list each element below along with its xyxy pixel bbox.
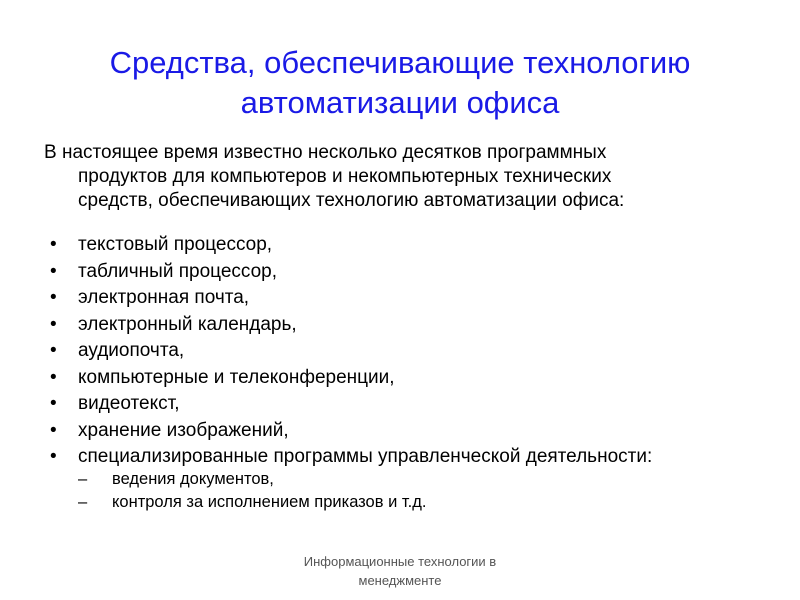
list-item bbox=[44, 391, 784, 418]
dash-icon: – bbox=[78, 493, 88, 511]
list-item-text: специализированные программы управленческой деятельности: bbox=[78, 446, 653, 467]
sub-bullet-list bbox=[78, 468, 426, 514]
slide-title-line-2: автоматизации офиса bbox=[240, 84, 560, 120]
list-item bbox=[44, 338, 784, 365]
list-item bbox=[44, 365, 784, 392]
bullet-icon: • bbox=[50, 313, 57, 335]
footer-line-2: менеджменте bbox=[358, 573, 442, 588]
bullet-icon: • bbox=[50, 419, 57, 441]
list-item-text: электронная почта, bbox=[78, 287, 250, 308]
list-item bbox=[44, 312, 784, 339]
sub-list-item bbox=[78, 468, 426, 491]
list-item bbox=[44, 418, 784, 445]
list-item-text: текстовый процессор, bbox=[78, 234, 273, 255]
list-item-text: компьютерные и телеконференции, bbox=[78, 366, 395, 388]
bullet-icon: • bbox=[50, 366, 57, 388]
list-item-text: видеотекст, bbox=[78, 393, 180, 414]
slide-title bbox=[40, 43, 760, 123]
dash-icon: – bbox=[78, 470, 88, 488]
bullet-icon: • bbox=[50, 340, 57, 361]
list-item-text: табличный процессор, bbox=[78, 260, 278, 282]
list-item bbox=[44, 444, 784, 471]
bullet-icon: • bbox=[50, 393, 57, 414]
bullet-list bbox=[44, 232, 784, 471]
bullet-icon: • bbox=[50, 234, 57, 255]
list-item bbox=[44, 285, 784, 312]
list-item-text: аудиопочта, bbox=[78, 340, 185, 361]
footer-line-1: Информационные технологии в bbox=[303, 554, 497, 569]
bullet-icon: • bbox=[50, 446, 57, 467]
sub-list-item-text: контроля за исполнением приказов и т.д. bbox=[112, 493, 427, 511]
slide-title-line-1: Средства, обеспечивающие технологию bbox=[109, 44, 691, 80]
slide-footer bbox=[250, 552, 550, 590]
bullet-icon: • bbox=[50, 287, 57, 308]
intro-line-3: средств, обеспечивающих технологию автоматизации офиса: bbox=[78, 190, 625, 211]
list-item bbox=[44, 232, 784, 259]
intro-line-1: В настоящее время известно несколько десятков программных bbox=[44, 142, 607, 163]
intro-paragraph bbox=[44, 141, 744, 213]
list-item-text: электронный календарь, bbox=[78, 313, 297, 335]
list-item bbox=[44, 259, 784, 286]
intro-line-2: продуктов для компьютеров и некомпьютерных технических bbox=[78, 166, 612, 187]
list-item-text: хранение изображений, bbox=[78, 419, 289, 441]
sub-list-item bbox=[78, 491, 426, 514]
bullet-icon: • bbox=[50, 260, 57, 282]
sub-list-item-text: ведения документов, bbox=[112, 470, 274, 488]
